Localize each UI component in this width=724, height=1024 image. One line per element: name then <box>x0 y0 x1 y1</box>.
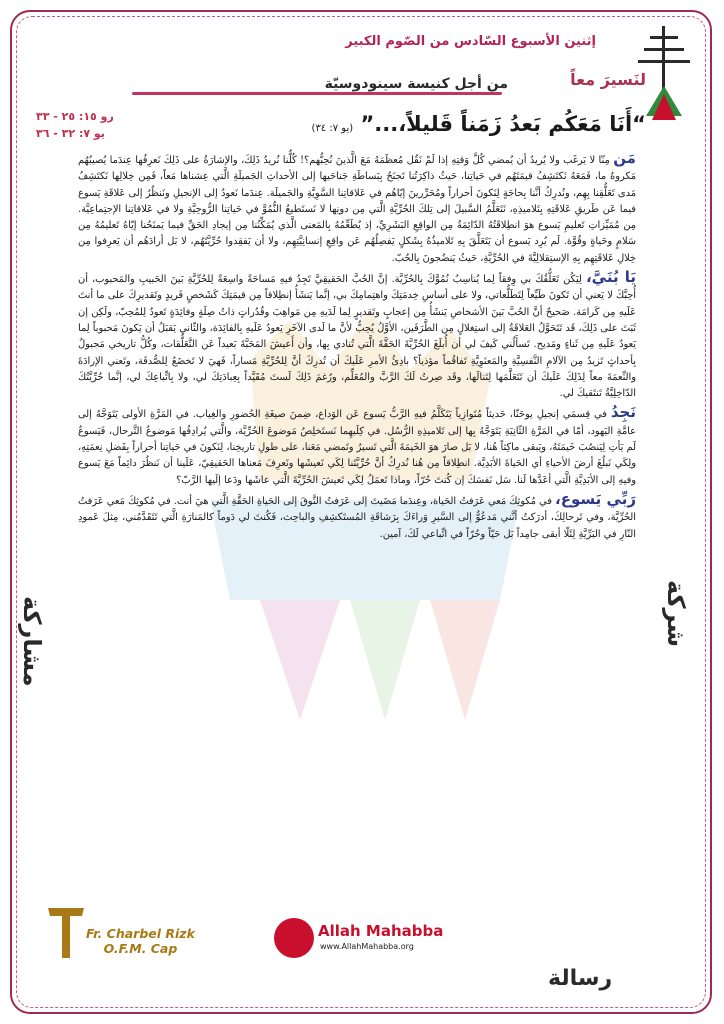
author-signature <box>86 926 195 956</box>
meditation-body <box>78 150 636 545</box>
main-title-text: “أَنَا مَعَكُم بَعدُ زَمَناً قَليلاً،...” <box>360 112 646 136</box>
week-title: إثنين الأسبوع السّادس من الصّوم الكبير <box>345 34 596 49</box>
paragraph-lead: يَا بُنَيَّ، <box>585 268 636 287</box>
side-label-communion: شركة <box>662 580 690 648</box>
paragraph-text: مِنّا لا يَرغَب ولا يُريدُ أن يُمضي كُلَّ وَقتِهِ إذا لَمْ نَقُل مُعظَمَهُ مَعَ الَّذينَ نُحِبُّهم؟! كُلُّنا نُريدُ ذَلِكَ، والإشارَةُ على ذَلِكَ نَعرِفُها عِندَما يُصيبُهُم مَكروهٌ ما، فَمَعَهُ نَكتَشِفُ قيمَتَهُم في حَياتِنا، حَيثُ ذاكِرَتُنا تَجنَحُ بِبَساطَةِ جَناحَيها إلى الأحداثِ الجَميلَةِ الَّتي عِشناها مَعاً، فَمِن خِلالِها نَكتَشِفُ مَدى تَعَلُّقِنا بِهِم، ونُدرِكُ أنَّنا بِحاجَةٍ لِنَكونَ أحراراً ومُحَرِّرينَ إيّاهُم في عَلاقاتِنا السَّوِيَّةِ والجَميلَة. عِندَما نَعودُ إلى الإنجيلِ ونَنظُرُ إلى عَلاقَةِ يَسوع فيما عَن طَريقِ عَلاقَتِهِ بِتَلاميذِهِ، نَتَعَلَّمُ السَّبيلَ إلى تِلكَ الحُرِّيَّةِ الَّتي مِن دونِها لا نَستَطيعُ النُّمُوَّ في حَياتِنا الرُّوحِيَّةِ ولا في عَلاقاتِنا الإجتِماعِيَّة. مِن مُمَيِّزاتِ تَعليمِ يَسوع هوَ انطِلاقَتُهُ الدّائِمَةُ مِن الواقِعِ البَشَرِيِّ، إذ يُطَعِّمُهُ بِالمَعنى الَّذي يُمَكِّنُنا مِن إيجادِ الحَقِّ فيما يَمنَحُنا إيّاهُ تَعليمُهُ مِن سَلامٍ وحَياةٍ وقُوَّة. لَم يُرِد يَسوع أن يَتَعَلَّقَ بِهِ تَلاميذُهُ بِشَكلٍ يَفصِلُهُم عَن واقِعِ إنسانِيَّتِهِم، ولا أن يَفقِدوا حُرِّيَّتَهُم، لا بَل أرادَهُم أن يَعرِفوا مِن خِلالِ عَلاقَتِهِم بِهِ الإستِقلالِيَّةَ في الحُرِّيَّةِ، حَيثُ يَنضُجونَ بِالحُبّ. <box>78 155 636 264</box>
brand-label: لنَسيرَ معاً <box>570 70 646 89</box>
paragraph-gospel <box>78 404 636 488</box>
main-title-reference: (يو ٧: ٣٤) <box>311 123 354 134</box>
paragraph-text: في قِسمَي إنجيلِ يوحَنّا، حَديثاً مُتَوازِياً يَتَكَلَّمُ فيهِ الرَّبُّ يَسوع عَن الوَداع، ضِمنَ صيغَةِ الحُضورِ والغِياب. في المَرَّةِ الأولى يَتَوَجَّهُ إلى عامَّةِ اليَهود، أمّا في المَرَّةِ الثّانِيَةِ يَتَوَجَّهُ بِها إلى تَلاميذِهِ الرُّسُل. في كِلَيهِما نَستَخلِصُ مَوضوعَ الحُرِّيَّة، والَّتي يُرادِفُها مَوضوعُ التَّرحال، فَيَسوعُ لَم يَأتِ لِيَنصُبَ خَيمَتَهُ، ويَبقى ماكِثاً هُنا، لا بَل صارَ هوَ الخَيمَةَ الَّتي تَسيرُ وتَمضي مَعَنا، على طولِ تاريخِنا، لِنَكونَ في حَياتِنا أحراراً بِفَضلِ نِعمَتِهِ، ولِكَي نَبلُغَ أرضَ الأحياءِ أي الحَياةَ الأبَدِيَّة. انطِلاقاً مِن هُنا نُدرِكُ أنَّ حُرِّيَّتَنا لِكَي نَعيشَها ونَعرِفَ مَعناها الحَقيقِيّ، عَلَينا أن نَنظُرَ دائِماً مَعَ يَسوع وفيهِ إلى الأبَدِيَّةِ الَّتي أعَدَّها لَنا. سَل نَفسَكَ إن كُنتَ حُرّاً، وماذا تَعمَلُ لِكَي تَعيشَ الحُرِّيَّةَ الَّتي عاشَها ودَعا إلَيها الرَّبّ؟ <box>78 409 636 486</box>
reference-romans: رو ١٥: ٢٥ - ٣٣ <box>36 110 114 123</box>
paragraph-lead: نَجِدُ <box>610 403 636 422</box>
author-order: O.F.M. Cap <box>103 941 178 956</box>
reference-john: يو ٧: ٣٢ - ٣٦ <box>36 127 105 140</box>
main-title <box>206 112 646 136</box>
side-label-participation: مشاركة <box>18 596 46 687</box>
paragraph-lead: رَبِّي يَسوع، <box>555 489 636 508</box>
subtitle: من أجل كنيسة سينودوسيّة <box>324 76 508 92</box>
paragraph-reflection <box>78 150 636 267</box>
author-name: Fr. Charbel Rizk <box>86 926 195 941</box>
allah-mahabba-seal-icon <box>274 918 314 958</box>
paragraph-text: لِيَكُن تَعَلُّقُكَ بي وِفقاً لِما يُناسِبُ نُمُوَّكَ بِالحُرِّيَّة. إنَّ الحُبَّ الحَقيقِيَّ تَجِدُ فيهِ مَساحَةً واسِعَةً لِلحُرِّيَّةِ بَينَ الحَبيبِ والمَحبوب، أن أُحِبَّكَ لا يَعني أن تَكونَ طَيِّعاً لِتَطَلُّعاتي، ولا على أساسِ خِدمَتِكَ واهتِمامِكَ بي، إنَّما يَنشَأُ إنطِلاقاً مِن قيمَتِكَ كَشَخصٍ فَريدٍ وتَقديرِكَ على ما أنتَ عَلَيهِ مِن كَرامَة. صَحيحٌ أنَّ الحُبَّ بَينَ الأشخاصِ يَنشَأُ مِن إعجابٍ وتَقديرٍ لِما لَدَيهِ مِن مَواهِبَ وقُدُراتٍ ذاتُ صِلَةٍ وفائِدَةٍ تَعودُ لِلمُحِبّ، ولَكِن إن ثَبَتَ على ذَلِكَ، قَد تَتَحَوَّلُ العَلاقَةُ إلى استِغلالٍ مِن الطَّرَفَين، الأوَّلُ يُحِبُّ لأنَّ ما لَدى الآخَرِ يَعودُ عَلَيهِ بِالفائِدَة، والثّاني يَقبَلُ أن يَكونَ مَحبوباً لِما يَعودُ عَلَيهِ مِن ثَناءٍ ومَديح. تَسأَلُني كَيفَ لي أن أُبلَغَ الحُرِّيَّةَ الحَقَّةَ الَّتي تُنادي بِها، وأن أَعيشَ المَحَبَّةَ بَعيداً عَن التَّعَلُّقات، وكُلُّ تاريخي مَجبولٌ بِأحداثٍ تَزيدُ مِن الآلامِ النَّفسِيَّةِ والمَعنَوِيَّةِ تَفاقُماً مؤذياً؟ بادِئُ الأمرِ عَلَيكَ أن تُدرِكَ أنَّ لِلحُرِّيَّةِ مَساراً، فَهيَ لا تَخضَعُ لِلصُّدفَة، وتَعني الإرادَةَ والنِّعمَةَ معاً لِذَلِكَ عَلَيكَ أن تَتَعَلَّمَها لِتَنالَها، وقَد صِرتُ لَكَ الرَّبَّ والمُعَلِّم، ورُغمَ ذَلِكَ لَستَ مُقَيَّداً بِعِبادَتِكَ لي، ولا بِاتِّباعِكَ لي، إنَّما حُرِّيَّتُكَ الدّاخِلِيَّةُ تَنتَقيكَ لي. <box>78 274 636 400</box>
paragraph-prayer <box>78 491 636 543</box>
site-name: Allah Mahabba <box>318 922 444 940</box>
paragraph-lead: مَن <box>613 149 636 167</box>
tau-cross-icon <box>46 904 86 960</box>
header-rule <box>132 92 502 95</box>
paragraph-text: في مُكوثِكَ مَعي عَرَفتُ الحَياة، وعِندَما مَضَيتَ إلى عَرَفتُ التَّوقَ إلى الحَياةِ الحَقَّةِ الَّتي هيَ أنت. في مُكوثِكَ مَعي عَرَفتُ الحُرِّيَّة، وفي تَرحالِكَ، أدرَكتُ أنَّني مَدعُوٌّ إلى السَّيرِ وَراءَكَ بِرَشاقَةِ المُستَكشِفِ والباحِث، فَكُنتَ لي دَوماً كالمَنارَةِ الَّتي تَتَقَدَّمُني، مِثلَ عَمودِ النّارِ في البَرِّيَّةِ لِئَلّا أبقى جامِداً بَل حَيّاً وحُرّاً في اتِّباعي لَكَ، آمين. <box>78 495 636 540</box>
paragraph-address <box>78 269 636 402</box>
bible-references <box>36 108 186 142</box>
site-url[interactable]: www.AllahMahabba.org <box>320 942 414 951</box>
bottom-label-mission: رسالة <box>548 966 613 991</box>
